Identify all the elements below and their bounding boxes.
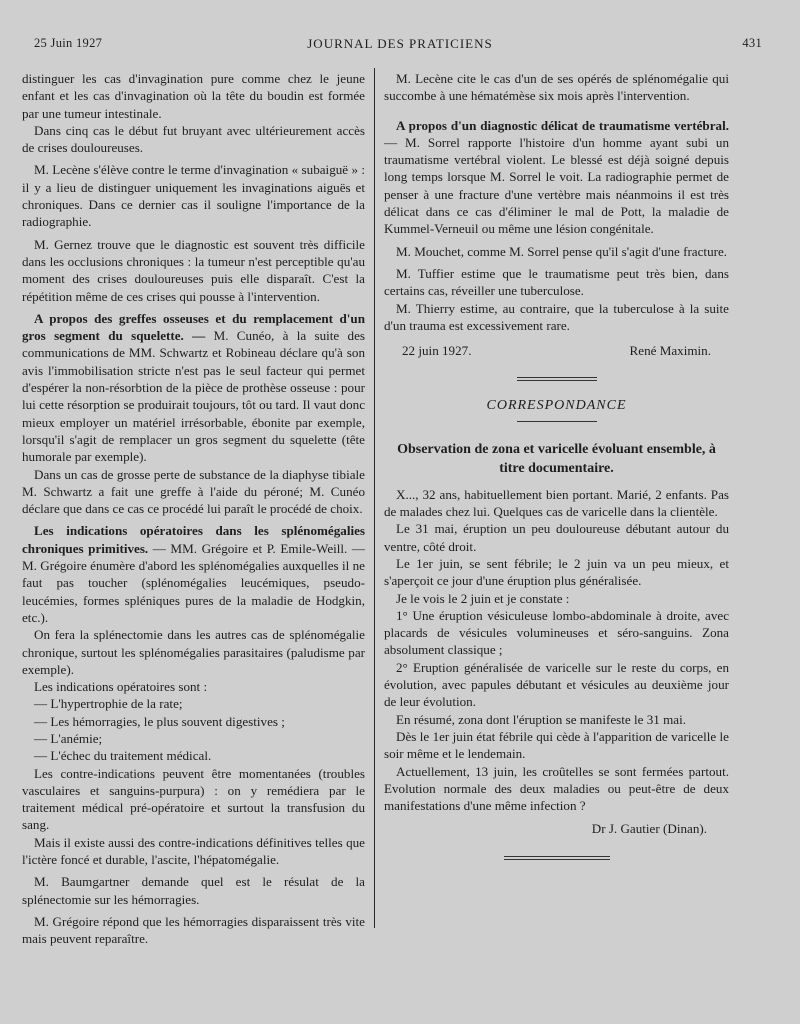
paragraph: Actuellement, 13 juin, les croûtelles se sont fermées partout. Evolution normale des deux maladies ou peut-être de deux manifestations d'une même infection ? xyxy=(384,763,729,814)
paragraph: M. Gernez trouve que le diagnostic est souvent très difficile dans les occlusions chroniques : la tumeur n'est perceptible qu'au moment des crises douloureuses puis elle disparaît. C'est la répétition même de ces crises qui pousse à l'intervention. xyxy=(22,236,365,304)
paragraph: Les indications opératoires sont : xyxy=(34,679,208,695)
page-number: 431 xyxy=(742,36,762,50)
paragraph: X..., 32 ans, habituellement bien portant. Marié, 2 enfants. Pas de malades chez lui. Quelques cas de varicelle dans la clientèle. xyxy=(384,486,729,520)
list-item: — L'anémie; xyxy=(34,730,103,746)
list-item: — L'échec du traitement médical. xyxy=(34,748,212,764)
author-signature: Dr J. Gautier (Dinan). xyxy=(591,821,707,837)
section-heading: A propos des greffes osseuses et du remplacement d'un gros segment du squelette. — xyxy=(22,310,365,344)
paragraph: On fera la splénectomie dans les autres cas de splénomégalie chronique, surtout les splénomégalies parasitaires (paludisme par exemple). xyxy=(22,627,365,677)
paragraph: M. Grégoire répond que les hémorragies disparaissent très vite mais peuvent reparaître. xyxy=(22,913,365,947)
paragraph: Dans cinq cas le début fut bruyant avec ultérieurement accès de crises douloureuses. xyxy=(22,122,365,156)
section-body: — M. Sorrel rapporte l'histoire d'un homme ayant subi un traumatisme vertébral violent. Le blessé est déjà soigné depuis long temps lorsque M. Sorrel le voit. La radiographie permet de penser à une fracture d'une vertèbre mais néanmoins il est très délicat dans ce cas d'éliminer le mal de Pott, la maladie de Kummel-Verneuil ou même une lésion congénitale. xyxy=(384,134,729,237)
section-heading: A propos d'un diagnostic délicat de traumatisme vertébral. xyxy=(396,117,729,133)
section-heading: Les indications opératoires dans les splénomégalies chroniques primitives. xyxy=(22,523,365,556)
left-column xyxy=(22,70,365,948)
paragraph: Je le vois le 2 juin et je constate : xyxy=(396,590,570,606)
signoff-author: René Maximin. xyxy=(629,343,711,359)
paragraph: M. Thierry estime, au contraire, que la tuberculose à la suite d'un trauma est excessivement rare. xyxy=(384,300,729,333)
article-title: Observation de zona et varicelle évoluant ensemble, à titre documentaire. xyxy=(397,441,716,476)
journal-title: JOURNAL DES PRATICIENS xyxy=(307,36,493,51)
section-body: M. Cunéo, à la suite des communications de MM. Schwartz et Robineau déclare qu'à son avis l'immobilisation stricte n'est pas le seul facteur qui permet d'espérer la non-résorbtion de la pièce de prothèse osseuse : pour lui cette résorption se produirait toujours, tôt ou tard. Il vaut donc mieux employer un matériel irrésorbable, ébonite par exemple, lorsqu'il s'agit de remplacer un gros segment du squelette (tête humorale par exemple). xyxy=(22,328,365,465)
page-header xyxy=(24,36,776,56)
paragraph: distinguer les cas d'invagination pure comme chez le jeune enfant et les cas d'invagination où la tête du boudin est formée par une tumeur intestinale. xyxy=(22,71,365,121)
section-body: — MM. Grégoire et P. Emile-Weill. — M. Grégoire énumère d'abord les splénomégalies auxquelles il ne faut pas toucher (splénomégalies leucémiques, pseudo-leucémies, formes spléniques pures de la maladie de Hodgkin, etc.). xyxy=(22,540,365,625)
paragraph: Le 1er juin, se sent fébrile; le 2 juin va un peu mieux, et s'aperçoit ce jour d'une éruption plus généralisée. xyxy=(384,555,729,589)
paragraph: Le 31 mai, éruption un peu douloureuse débutant autour du ventre, côté droit. xyxy=(384,521,729,554)
section-paragraph xyxy=(384,117,729,238)
paragraph: En résumé, zona dont l'éruption se manifeste le 31 mai. xyxy=(396,711,686,727)
list-item: — L'hypertrophie de la rate; xyxy=(34,696,183,712)
signoff-date: 22 juin 1927. xyxy=(402,343,472,359)
section-paragraph xyxy=(22,310,365,466)
section-rule xyxy=(517,377,597,381)
paragraph: M. Tuffier estime que le traumatisme peut très bien, dans certains cas, réveiller une tuberculose. xyxy=(384,265,729,299)
end-rule xyxy=(504,856,610,860)
paragraph: Mais il existe aussi des contre-indications définitives telles que l'ictère foncé et durable, l'ascite, l'hépatomégalie. xyxy=(22,834,365,868)
right-column xyxy=(384,70,729,860)
paragraph: 1° Une éruption vésiculeuse lombo-abdominale à droite, avec placards de vésicules volumineuses et séro-sanguins. Zona absolument classique ; xyxy=(384,607,729,658)
paragraph: Dans un cas de grosse perte de substance de la diaphyse tibiale M. Schwartz a fait une greffe à l'aide du péroné; M. Cunéo déclare que dans ce cas ce procédé lui paraît le procédé de choix. xyxy=(22,466,365,517)
signoff xyxy=(384,342,729,359)
column-divider xyxy=(374,68,375,928)
paragraph: 2° Eruption généralisée de varicelle sur le reste du corps, en évolution, avec papules débutant et vésicules au deuxième jour de leur évolution. xyxy=(384,659,729,710)
paragraph: M. Baumgartner demande quel est le résulat de la splénectomie sur les hémorragies. xyxy=(22,874,365,907)
list-item: — Les hémorragies, le plus souvent digestives ; xyxy=(34,713,285,729)
paragraph: M. Lecène s'élève contre le terme d'invagination « subaiguë » : il y a lieu de distinguer uniquement les invaginations aiguës et chroniques. Dans ce dernier cas il souligne l'importance de la radiographie. xyxy=(22,162,365,230)
paragraph: Dès le 1er juin état fébrile qui cède à l'apparition de varicelle le soir même et le lendemain. xyxy=(384,728,729,762)
correspondance-heading: CORRESPONDANCE xyxy=(486,398,627,414)
header-date: 25 Juin 1927 xyxy=(34,36,103,50)
section-paragraph xyxy=(22,522,365,626)
paragraph: M. Mouchet, comme M. Sorrel pense qu'il s'agit d'une fracture. xyxy=(396,243,728,259)
paragraph: M. Lecène cite le cas d'un de ses opérés de splénomégalie qui succombe à une hématémèse six mois après l'intervention. xyxy=(384,71,729,104)
heading-rule xyxy=(517,421,597,422)
paragraph: Les contre-indications peuvent être momentanées (troubles vasculaires et sanguins-purpura) : on y remédiera par le traitement médical pré-opératoire et surtout la transfusion du sang. xyxy=(22,765,365,833)
